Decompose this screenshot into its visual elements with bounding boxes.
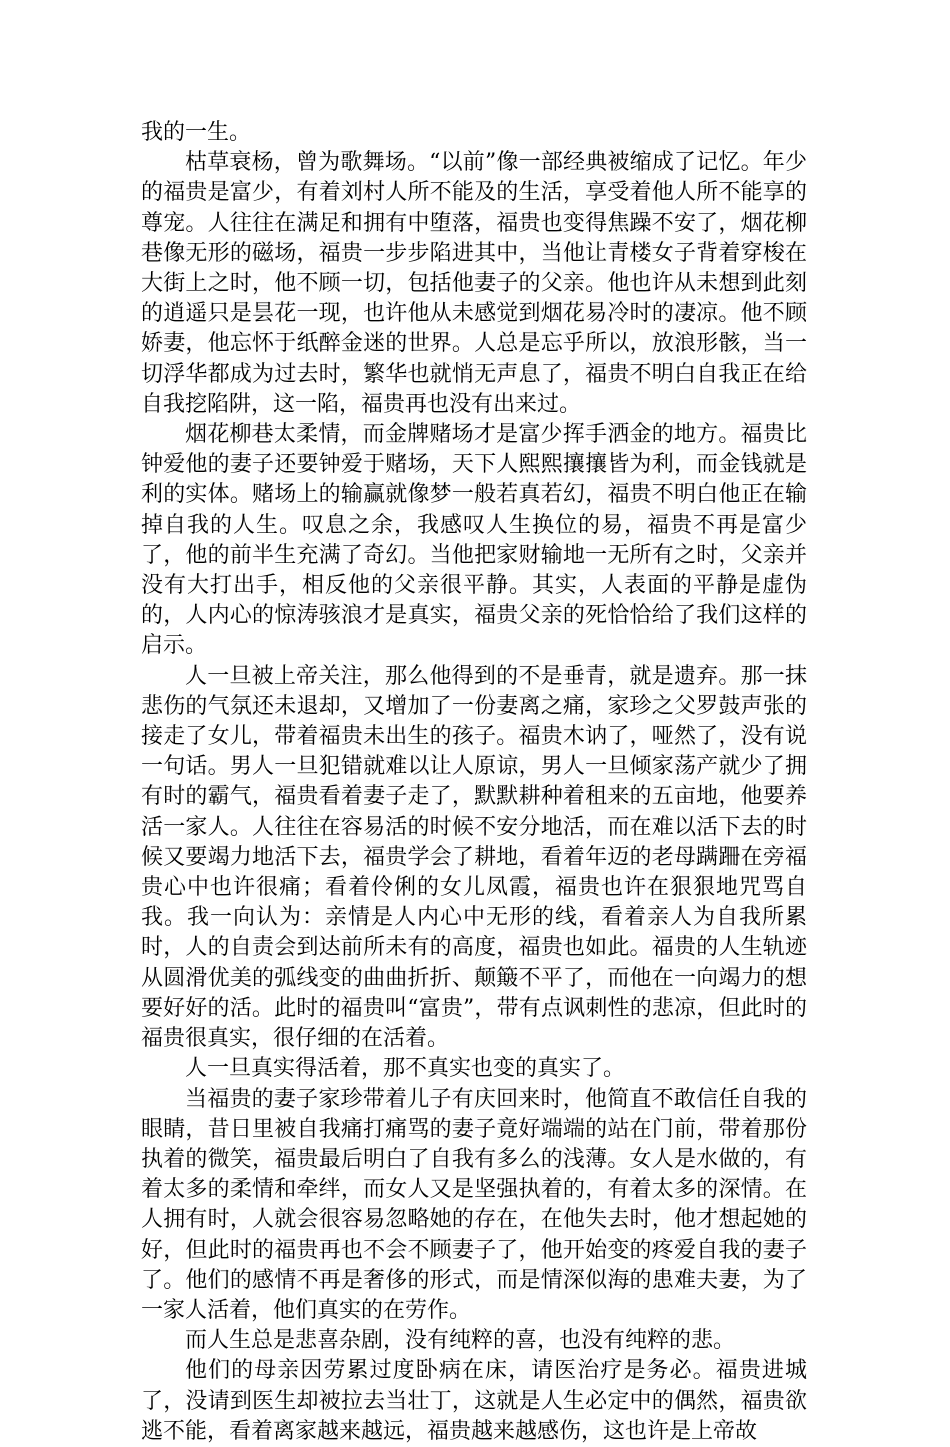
- paragraph-6: 当福贵的妻子家珍带着儿子有庆回来时，他简直不敢信任自我的眼睛，昔日里被自我痛打痛骂的妻子竟好端端的站在门前，带着那份执着的微笑，福贵最后明白了自我有多么的浅薄。女人是水做的，有着太多的柔情和牵绊，而女人又是坚强执着的，有着太多的深情。在人拥有时，人就会很容易忽略她的存在，在他失去时，他才想起她的好，但此时的福贵再也不会不顾妻子了，他开始变的疼爱自我的妻子了。他们的感情不再是奢侈的形式，而是情深似海的患难夫妻，为了一家人活着，他们真实的在劳作。: [141, 1086, 807, 1323]
- paragraph-2: 枯草衰杨，曾为歌舞场。“以前”像一部经典被缩成了记忆。年少的福贵是富少，有着刘村人所不能及的生活，享受着他人所不能享的尊宠。人往往在满足和拥有中堕落，福贵也变得焦躁不安了，烟花柳巷像无形的磁场，福贵一步步陷进其中，当他让青楼女子背着穿梭在大街上之时，他不顾一切，包括他妻子的父亲。他也许从未想到此刻的逍遥只是昙花一现，也许他从未感觉到烟花易冷时的凄凉。他不顾娇妻，他忘怀于纸醉金迷的世界。人总是忘乎所以，放浪形骸，当一切浮华都成为过去时，繁华也就悄无声息了，福贵不明白自我正在给自我挖陷阱，这一陷，福贵再也没有出来过。: [141, 150, 807, 417]
- paragraph-5: 人一旦真实得活着，那不真实也变的真实了。: [185, 1056, 626, 1082]
- paragraph-7: 而人生总是悲喜杂剧，没有纯粹的喜，也没有纯粹的悲。: [185, 1328, 736, 1354]
- paragraph-8: 他们的母亲因劳累过度卧病在床，请医治疗是务必。福贵进城了，没请到医生却被拉去当壮丁，这就是人生必定中的偶然，福贵欲逃不能，看着离家越来越远，福贵越来越感伤，这也许是上帝故: [141, 1358, 807, 1444]
- body-text: [141, 118, 807, 1447]
- paragraph-3: 烟花柳巷太柔情，而金牌赌场才是富少挥手洒金的地方。福贵比钟爱他的妻子还要钟爱于赌场，天下人熙熙攘攘皆为利，而金钱就是利的实体。赌场上的输赢就像梦一般若真若幻，福贵不明白他正在输掉自我的人生。叹息之余，我感叹人生换位的易，福贵不再是富少了，他的前半生充满了奇幻。当他把家财输地一无所有之时，父亲并没有大打出手，相反他的父亲很平静。其实，人表面的平静是虚伪的，人内心的惊涛骇浪才是真实，福贵父亲的死恰恰给了我们这样的启示。: [141, 422, 807, 659]
- paragraph-4: 人一旦被上帝关注，那么他得到的不是垂青，就是遗弃。那一抹悲伤的气氛还未退却，又增加了一份妻离之痛，家珍之父罗鼓声张的接走了女儿，带着福贵未出生的孩子。福贵木讷了，哑然了，没有说一句话。男人一旦犯错就难以让人原谅，男人一旦倾家荡产就少了拥有时的霸气，福贵看着妻子走了，默默耕种着租来的五亩地，他要养活一家人。人往往在容易活的时候不安分地活，而在难以活下去的时候又要竭力地活下去，福贵学会了耕地，看着年迈的老母蹒跚在旁福贵心中也许很痛；看着伶俐的女儿凤霞，福贵也许在狠狠地咒骂自我。我一向认为：亲情是人内心中无形的线，看着亲人为自我所累时，人的自责会到达前所未有的高度，福贵也如此。福贵的人生轨迹从圆滑优美的弧线变的曲曲折折、颠簸不平了，而他在一向竭力的想要好好的活。此时的福贵叫“富贵”，带有点讽刺性的悲凉，但此时的福贵很真实，很仔细的在活着。: [141, 663, 807, 1052]
- paragraph-1: 我的一生。: [141, 120, 252, 145]
